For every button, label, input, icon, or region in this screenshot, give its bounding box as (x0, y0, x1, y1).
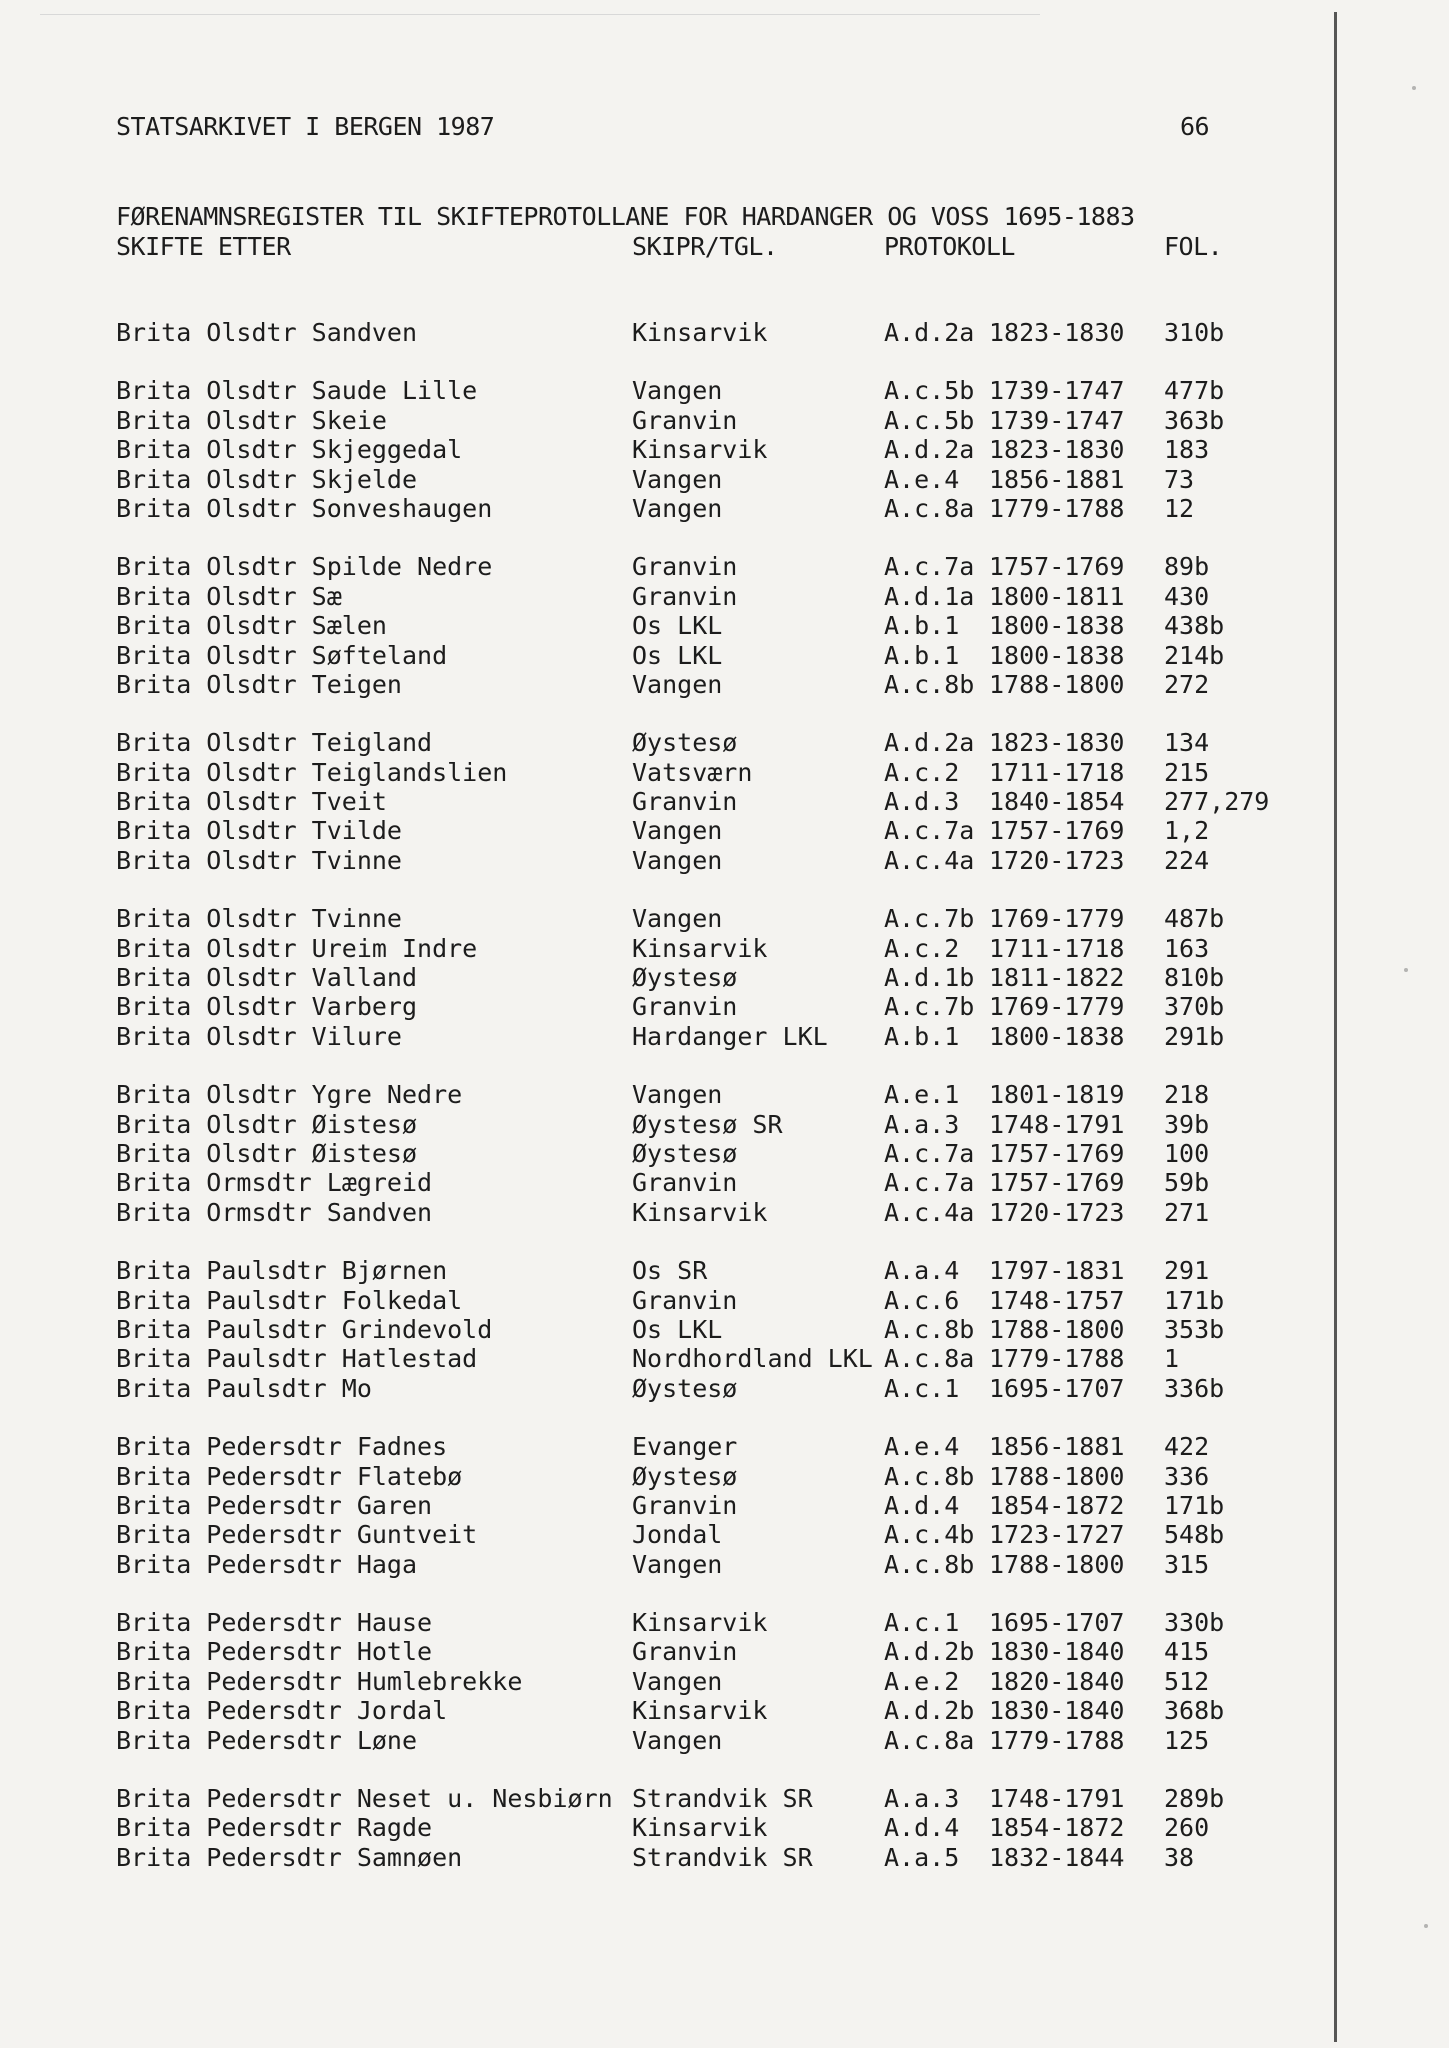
entry-protokoll: A.c.7a (884, 816, 975, 846)
entry-protokoll: A.e.1 (884, 1080, 960, 1110)
entry-fol: 477b (1164, 376, 1225, 406)
table-row (116, 552, 1316, 581)
entry-years: 1748-1791 (989, 1109, 1125, 1139)
entry-name: Brita Olsdtr Varberg (116, 992, 418, 1022)
entry-years: 1748-1791 (989, 1784, 1125, 1814)
entry-fol: 218 (1164, 1080, 1210, 1110)
entry-name: Brita Olsdtr Teigland (116, 728, 433, 758)
entry-name: Brita Pedersdtr Løne (116, 1725, 418, 1755)
entry-protokoll: A.a.3 (884, 1109, 960, 1139)
entry-years: 1788-1800 (989, 669, 1125, 699)
entry-protokoll: A.c.1 (884, 1373, 960, 1403)
entry-years: 1757-1769 (989, 1168, 1125, 1198)
entry-name: Brita Olsdtr Sandven (116, 318, 418, 347)
table-row (116, 1637, 1316, 1666)
entry-fol: 224 (1164, 845, 1210, 875)
entry-years: 1779-1788 (989, 1344, 1125, 1374)
entry-skipr: Kinsarvik (632, 933, 768, 963)
register-title: FØRENAMNSREGISTER TIL SKIFTEPROTOLLANE FOR HARDANGER OG VOSS 1695-1883 (116, 202, 1135, 231)
entry-name: Brita Pedersdtr Flatebø (116, 1461, 463, 1491)
table-row (116, 1813, 1316, 1842)
entry-skipr: Øystesø (632, 1138, 738, 1168)
entry-skipr: Kinsarvik (632, 1696, 768, 1726)
entry-name: Brita Olsdtr Skeie (116, 405, 387, 435)
table-row (116, 758, 1316, 787)
table-row (116, 1168, 1316, 1197)
entry-years: 1801-1819 (989, 1080, 1125, 1110)
table-row (116, 1667, 1316, 1696)
entry-name: Brita Paulsdtr Folkedal (116, 1285, 463, 1315)
entry-protokoll: A.d.2a (884, 435, 975, 465)
entry-years: 1800-1838 (989, 640, 1125, 670)
entry-name: Brita Pedersdtr Samnøen (116, 1842, 463, 1872)
entry-protokoll: A.e.4 (884, 464, 960, 494)
entry-protokoll: A.c.8b (884, 1549, 975, 1579)
entry-skipr: Granvin (632, 552, 738, 582)
entry-years: 1788-1800 (989, 1314, 1125, 1344)
entry-years: 1820-1840 (989, 1666, 1125, 1696)
entry-group (116, 376, 1316, 523)
entry-group (116, 1784, 1316, 1872)
entry-years: 1830-1840 (989, 1696, 1125, 1726)
entry-fol: 310b (1164, 318, 1225, 347)
entry-fol: 171b (1164, 1285, 1225, 1315)
entry-fol: 38 (1164, 1842, 1195, 1872)
entry-skipr: Granvin (632, 581, 738, 611)
entry-years: 1800-1838 (989, 1021, 1125, 1051)
entry-fol: 289b (1164, 1784, 1225, 1814)
entry-fol: 89b (1164, 552, 1210, 582)
entry-fol: 315 (1164, 1549, 1210, 1579)
entry-name: Brita Olsdtr Skjelde (116, 464, 418, 494)
table-row (116, 1022, 1316, 1051)
entry-group (116, 1608, 1316, 1755)
entry-protokoll: A.c.8a (884, 1344, 975, 1374)
entry-protokoll: A.c.1 (884, 1608, 960, 1638)
entry-fol: 430 (1164, 581, 1210, 611)
entry-years: 1779-1788 (989, 1725, 1125, 1755)
entry-name: Brita Olsdtr Tvinne (116, 904, 402, 934)
entry-years: 1757-1769 (989, 552, 1125, 582)
entry-protokoll: A.c.8a (884, 493, 975, 523)
entry-fol: 260 (1164, 1813, 1210, 1843)
entry-name: Brita Olsdtr Tvinne (116, 845, 402, 875)
entry-name: Brita Pedersdtr Jordal (116, 1696, 448, 1726)
entry-protokoll: A.d.1a (884, 581, 975, 611)
entry-years: 1832-1844 (989, 1842, 1125, 1872)
entry-fol: 512 (1164, 1666, 1210, 1696)
table-row (116, 963, 1316, 992)
entry-years: 1720-1723 (989, 1197, 1125, 1227)
entry-group (116, 552, 1316, 699)
entry-skipr: Vangen (632, 845, 723, 875)
table-row (116, 1286, 1316, 1315)
entry-group (116, 1080, 1316, 1227)
table-row (116, 904, 1316, 933)
entry-skipr: Vangen (632, 376, 723, 406)
entry-skipr: Granvin (632, 787, 738, 817)
entry-fol: 336b (1164, 1373, 1225, 1403)
entry-protokoll: A.c.7a (884, 552, 975, 582)
entry-fol: 163 (1164, 933, 1210, 963)
entry-skipr: Strandvik SR (632, 1842, 813, 1872)
table-row (116, 1696, 1316, 1725)
entry-name: Brita Olsdtr Skjeggedal (116, 435, 463, 465)
table-row (116, 1256, 1316, 1285)
entry-name: Brita Paulsdtr Grindevold (116, 1314, 493, 1344)
entry-years: 1695-1707 (989, 1608, 1125, 1638)
entry-skipr: Kinsarvik (632, 318, 768, 347)
entry-years: 1854-1872 (989, 1490, 1125, 1520)
entry-years: 1823-1830 (989, 728, 1125, 758)
entry-protokoll: A.c.2 (884, 933, 960, 963)
entry-skipr: Vangen (632, 816, 723, 846)
entry-group (116, 904, 1316, 1051)
entry-skipr: Jondal (632, 1520, 723, 1550)
table-row (116, 1491, 1316, 1520)
entry-fol: 12 (1164, 493, 1195, 523)
entry-skipr: Evanger (632, 1432, 738, 1462)
entry-group (116, 1256, 1316, 1403)
entry-name: Brita Pedersdtr Fadnes (116, 1432, 448, 1462)
entry-fol: 214b (1164, 640, 1225, 670)
entry-skipr: Granvin (632, 1637, 738, 1667)
entry-protokoll: A.e.2 (884, 1666, 960, 1696)
entry-years: 1840-1854 (989, 787, 1125, 817)
entry-skipr: Granvin (632, 1490, 738, 1520)
entry-protokoll: A.a.4 (884, 1256, 960, 1286)
entry-years: 1720-1723 (989, 845, 1125, 875)
entry-years: 1797-1831 (989, 1256, 1125, 1286)
entry-skipr: Os LKL (632, 611, 723, 641)
table-row (116, 318, 1316, 347)
entry-name: Brita Paulsdtr Bjørnen (116, 1256, 448, 1286)
table-row (116, 1462, 1316, 1491)
entry-years: 1757-1769 (989, 1138, 1125, 1168)
table-row (116, 1110, 1316, 1139)
entry-protokoll: A.d.1b (884, 963, 975, 993)
entry-fol: 271 (1164, 1197, 1210, 1227)
entry-skipr: Vangen (632, 1549, 723, 1579)
scan-speck (1412, 86, 1416, 90)
archive-title: STATSARKIVET I BERGEN 1987 (116, 112, 495, 141)
entry-skipr: Øystesø (632, 1373, 738, 1403)
entry-skipr: Os LKL (632, 1314, 723, 1344)
entry-years: 1800-1838 (989, 611, 1125, 641)
entry-protokoll: A.a.5 (884, 1842, 960, 1872)
entry-name: Brita Ormsdtr Sandven (116, 1197, 433, 1227)
entry-protokoll: A.c.6 (884, 1285, 960, 1315)
table-row (116, 582, 1316, 611)
entry-protokoll: A.c.8b (884, 669, 975, 699)
table-row (116, 435, 1316, 464)
entry-protokoll: A.d.3 (884, 787, 960, 817)
entry-protokoll: A.c.7a (884, 1168, 975, 1198)
entry-fol: 368b (1164, 1696, 1225, 1726)
entry-skipr: Hardanger LKL (632, 1021, 828, 1051)
entry-fol: 336 (1164, 1461, 1210, 1491)
entry-protokoll: A.c.5b (884, 405, 975, 435)
entry-skipr: Vangen (632, 904, 723, 934)
entry-skipr: Øystesø (632, 1461, 738, 1491)
entry-years: 1779-1788 (989, 493, 1125, 523)
entry-skipr: Os SR (632, 1256, 708, 1286)
entry-skipr: Øystesø (632, 963, 738, 993)
table-row (116, 1139, 1316, 1168)
table-row (116, 1550, 1316, 1579)
entry-skipr: Vangen (632, 1666, 723, 1696)
entry-protokoll: A.c.7a (884, 1138, 975, 1168)
entry-skipr: Nordhordland LKL (632, 1344, 873, 1374)
entry-skipr: Vangen (632, 493, 723, 523)
scan-speck (1424, 1924, 1428, 1928)
entry-fol: 353b (1164, 1314, 1225, 1344)
entry-protokoll: A.c.8b (884, 1461, 975, 1491)
table-row (116, 406, 1316, 435)
table-row (116, 1315, 1316, 1344)
scan-binding-edge (1334, 12, 1337, 2042)
entry-skipr: Granvin (632, 1285, 738, 1315)
entry-fol: 100 (1164, 1138, 1210, 1168)
entry-years: 1856-1881 (989, 1432, 1125, 1462)
entry-skipr: Vangen (632, 1725, 723, 1755)
entry-years: 1823-1830 (989, 435, 1125, 465)
entry-name: Brita Pedersdtr Neset u. Nesbiørn (116, 1784, 613, 1814)
scan-top-edge (40, 14, 1040, 15)
entry-fol: 810b (1164, 963, 1225, 993)
entry-fol: 438b (1164, 611, 1225, 641)
entry-fol: 291b (1164, 1021, 1225, 1051)
entry-fol: 370b (1164, 992, 1225, 1022)
entry-years: 1695-1707 (989, 1373, 1125, 1403)
entry-years: 1856-1881 (989, 464, 1125, 494)
entry-fol: 277,279 (1164, 787, 1270, 817)
column-header-protokoll: PROTOKOLL (884, 232, 1015, 261)
entry-protokoll: A.c.8a (884, 1725, 975, 1755)
entry-years: 1739-1747 (989, 405, 1125, 435)
entry-protokoll: A.b.1 (884, 1021, 960, 1051)
entry-group (116, 728, 1316, 875)
table-row (116, 1726, 1316, 1755)
table-row (116, 611, 1316, 640)
entry-fol: 1 (1164, 1344, 1180, 1374)
entry-skipr: Kinsarvik (632, 1197, 768, 1227)
table-row (116, 1080, 1316, 1109)
entry-skipr: Kinsarvik (632, 1813, 768, 1843)
entry-years: 1711-1718 (989, 757, 1125, 787)
entry-protokoll: A.c.4a (884, 845, 975, 875)
entry-skipr: Granvin (632, 992, 738, 1022)
entry-skipr: Vatsværn (632, 757, 753, 787)
entry-protokoll: A.d.4 (884, 1490, 960, 1520)
table-row (116, 1344, 1316, 1373)
entry-years: 1811-1822 (989, 963, 1125, 993)
entry-skipr: Kinsarvik (632, 1608, 768, 1638)
scan-speck (1404, 968, 1408, 972)
entry-name: Brita Olsdtr Spilde Nedre (116, 552, 493, 582)
table-row (116, 992, 1316, 1021)
entry-skipr: Os LKL (632, 640, 723, 670)
column-header-fol: FOL. (1164, 232, 1223, 261)
entry-name: Brita Olsdtr Ureim Indre (116, 933, 478, 963)
entry-years: 1769-1779 (989, 904, 1125, 934)
entry-name: Brita Olsdtr Tveit (116, 787, 387, 817)
entry-years: 1723-1727 (989, 1520, 1125, 1550)
entry-name: Brita Olsdtr Øistesø (116, 1109, 418, 1139)
entry-name: Brita Pedersdtr Garen (116, 1490, 433, 1520)
table-row (116, 1198, 1316, 1227)
entry-fol: 330b (1164, 1608, 1225, 1638)
entry-skipr: Vangen (632, 1080, 723, 1110)
entry-protokoll: A.b.1 (884, 640, 960, 670)
entry-name: Brita Olsdtr Tvilde (116, 816, 402, 846)
entry-name: Brita Pedersdtr Hause (116, 1608, 433, 1638)
entry-years: 1800-1811 (989, 581, 1125, 611)
entry-skipr: Kinsarvik (632, 435, 768, 465)
table-row (116, 728, 1316, 757)
entry-protokoll: A.d.4 (884, 1813, 960, 1843)
entry-protokoll: A.c.2 (884, 757, 960, 787)
entry-fol: 183 (1164, 435, 1210, 465)
table-row (116, 1784, 1316, 1813)
column-header-name: SKIFTE ETTER (116, 232, 291, 261)
entry-name: Brita Paulsdtr Mo (116, 1373, 372, 1403)
entry-fol: 73 (1164, 464, 1195, 494)
entry-fol: 59b (1164, 1168, 1210, 1198)
entry-name: Brita Olsdtr Saude Lille (116, 376, 478, 406)
table-row (116, 670, 1316, 699)
entry-years: 1739-1747 (989, 376, 1125, 406)
entry-protokoll: A.c.7b (884, 992, 975, 1022)
entry-name: Brita Olsdtr Vilure (116, 1021, 402, 1051)
entry-fol: 487b (1164, 904, 1225, 934)
entry-years: 1788-1800 (989, 1549, 1125, 1579)
entry-protokoll: A.b.1 (884, 611, 960, 641)
entry-group (116, 1432, 1316, 1579)
entry-fol: 171b (1164, 1490, 1225, 1520)
entry-years: 1757-1769 (989, 816, 1125, 846)
table-row (116, 1520, 1316, 1549)
entry-name: Brita Pedersdtr Haga (116, 1549, 418, 1579)
table-row (116, 465, 1316, 494)
entry-years: 1748-1757 (989, 1285, 1125, 1315)
entry-protokoll: A.d.2a (884, 318, 975, 347)
table-row (116, 1432, 1316, 1461)
entry-protokoll: A.c.7b (884, 904, 975, 934)
table-row (116, 376, 1316, 405)
entry-years: 1769-1779 (989, 992, 1125, 1022)
table-row (116, 846, 1316, 875)
entry-skipr: Vangen (632, 464, 723, 494)
entry-skipr: Øystesø SR (632, 1109, 783, 1139)
entry-years: 1711-1718 (989, 933, 1125, 963)
entry-protokoll: A.a.3 (884, 1784, 960, 1814)
entry-protokoll: A.d.2b (884, 1696, 975, 1726)
entry-name: Brita Olsdtr Teiglandslien (116, 757, 508, 787)
entry-fol: 415 (1164, 1637, 1210, 1667)
entry-name: Brita Paulsdtr Hatlestad (116, 1344, 478, 1374)
entry-name: Brita Olsdtr Søfteland (116, 640, 448, 670)
entry-skipr: Granvin (632, 405, 738, 435)
entry-years: 1823-1830 (989, 318, 1125, 347)
entry-skipr: Strandvik SR (632, 1784, 813, 1814)
entry-name: Brita Olsdtr Sæ (116, 581, 342, 611)
table-row (116, 934, 1316, 963)
register-entries (116, 318, 1316, 1901)
entry-fol: 39b (1164, 1109, 1210, 1139)
page-number: 66 (1180, 112, 1210, 141)
entry-protokoll: A.c.4b (884, 1520, 975, 1550)
entry-protokoll: A.d.2a (884, 728, 975, 758)
entry-group (116, 318, 1316, 347)
entry-fol: 548b (1164, 1520, 1225, 1550)
entry-name: Brita Olsdtr Ygre Nedre (116, 1080, 463, 1110)
entry-name: Brita Olsdtr Valland (116, 963, 418, 993)
entry-protokoll: A.e.4 (884, 1432, 960, 1462)
entry-name: Brita Olsdtr Teigen (116, 669, 402, 699)
table-row (116, 787, 1316, 816)
entry-fol: 1,2 (1164, 816, 1210, 846)
entry-name: Brita Ormsdtr Lægreid (116, 1168, 433, 1198)
entry-skipr: Vangen (632, 669, 723, 699)
entry-name: Brita Olsdtr Øistesø (116, 1138, 418, 1168)
table-row (116, 1843, 1316, 1872)
entry-skipr: Øystesø (632, 728, 738, 758)
entry-name: Brita Pedersdtr Ragde (116, 1813, 433, 1843)
entry-fol: 291 (1164, 1256, 1210, 1286)
table-row (116, 816, 1316, 845)
entry-years: 1788-1800 (989, 1461, 1125, 1491)
entry-protokoll: A.c.8b (884, 1314, 975, 1344)
entry-name: Brita Pedersdtr Guntveit (116, 1520, 478, 1550)
table-row (116, 1608, 1316, 1637)
entry-name: Brita Pedersdtr Humlebrekke (116, 1666, 523, 1696)
entry-name: Brita Olsdtr Sælen (116, 611, 387, 641)
entry-protokoll: A.c.5b (884, 376, 975, 406)
entry-name: Brita Pedersdtr Hotle (116, 1637, 433, 1667)
entry-name: Brita Olsdtr Sonveshaugen (116, 493, 493, 523)
entry-protokoll: A.c.4a (884, 1197, 975, 1227)
entry-years: 1830-1840 (989, 1637, 1125, 1667)
table-row (116, 1374, 1316, 1403)
entry-fol: 422 (1164, 1432, 1210, 1462)
table-row (116, 641, 1316, 670)
entry-skipr: Granvin (632, 1168, 738, 1198)
table-row (116, 494, 1316, 523)
entry-protokoll: A.d.2b (884, 1637, 975, 1667)
column-header-skipr: SKIPR/TGL. (632, 232, 778, 261)
entry-fol: 272 (1164, 669, 1210, 699)
entry-fol: 215 (1164, 757, 1210, 787)
entry-fol: 134 (1164, 728, 1210, 758)
entry-years: 1854-1872 (989, 1813, 1125, 1843)
entry-fol: 363b (1164, 405, 1225, 435)
entry-fol: 125 (1164, 1725, 1210, 1755)
